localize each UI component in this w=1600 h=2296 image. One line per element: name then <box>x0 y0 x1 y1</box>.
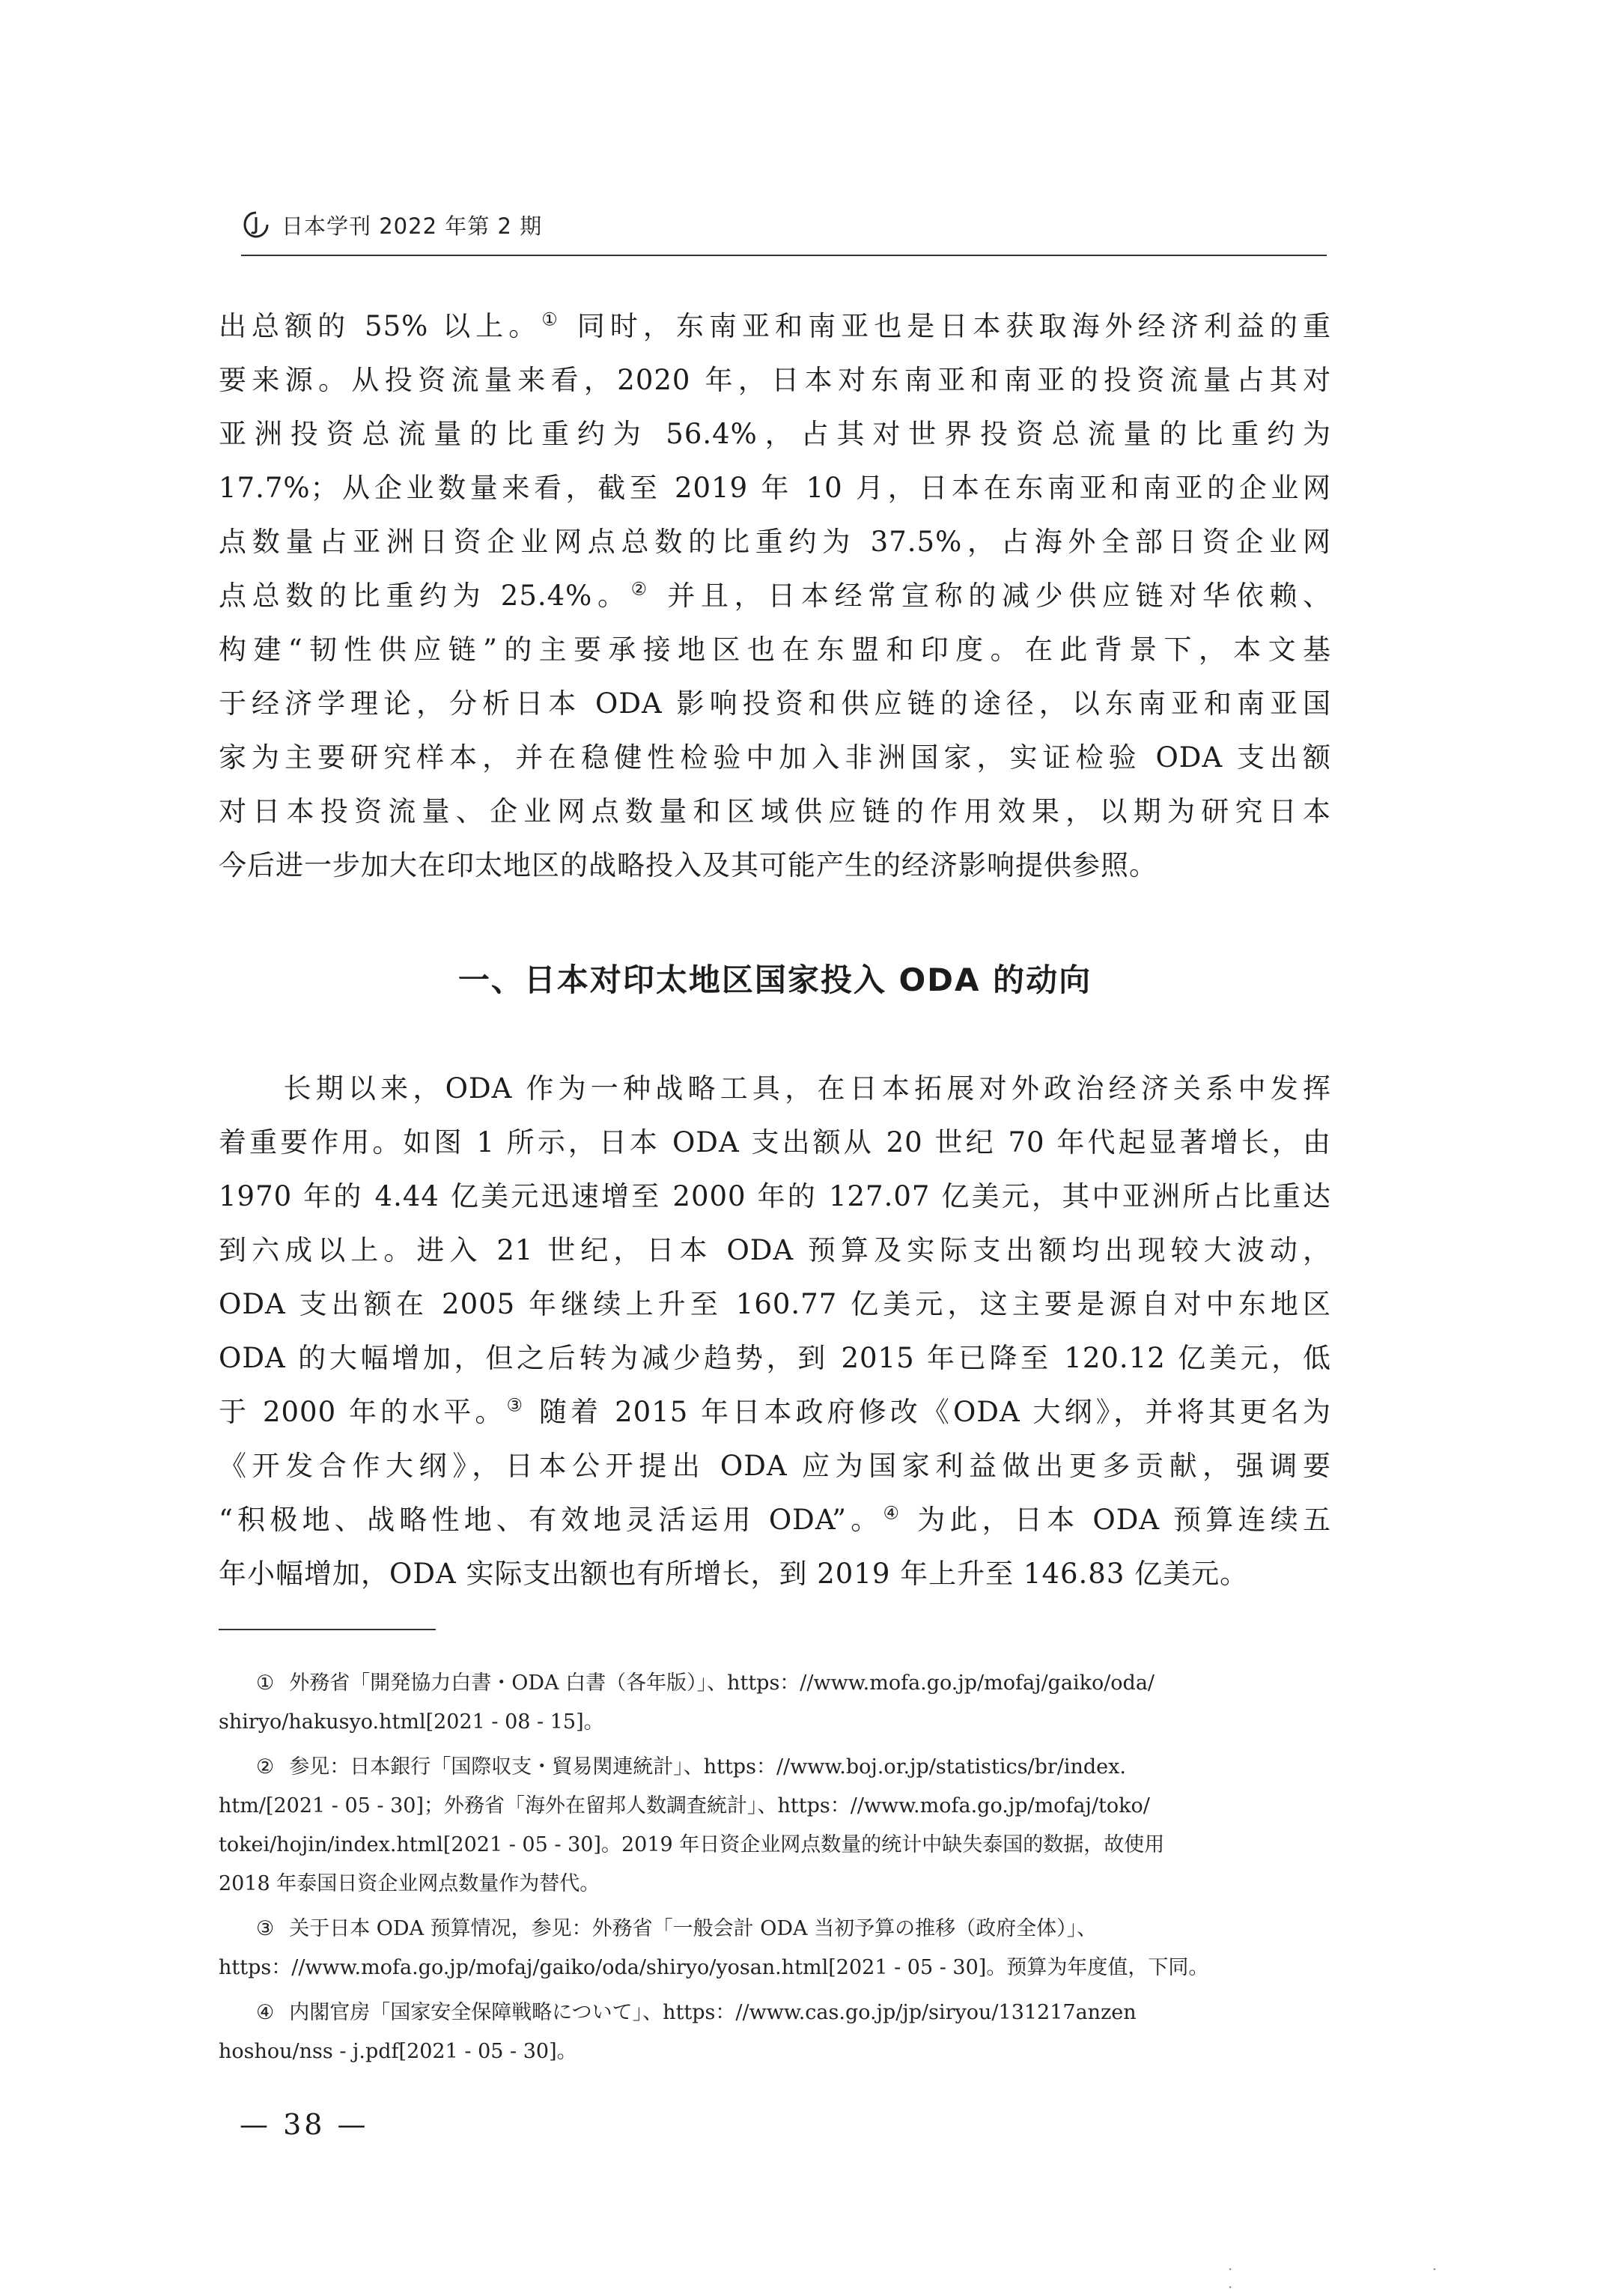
journal-logo-icon <box>241 210 271 240</box>
text-line: ODA 支出额在 2005 年继续上升至 160.77 亿美元，这主要是源自对中东地区 <box>219 1288 1331 1320</box>
footnote-mark: ① <box>256 1671 275 1695</box>
text-line: 亚洲投资总流量的比重约为 56.4%，占其对世界投资总流量的比重约为 <box>219 418 1331 450</box>
footnote-mark: ② <box>256 1755 275 1779</box>
text-line: “积极地、战略性地、有效地灵活运用 ODA”。④ 为此，日本 ODA 预算连续五 <box>219 1502 1331 1536</box>
footnote-rule <box>219 1629 436 1630</box>
text-line: 于 2000 年的水平。③ 随着 2015 年日本政府修改《ODA 大纲》，并将其更名为 <box>219 1394 1331 1428</box>
running-header <box>241 202 542 247</box>
text-line: 出总额的 55% 以上。① 同时，东南亚和南亚也是日本获取海外经济利益的重 <box>219 309 1331 342</box>
text-line: 要来源。从投资流量来看，2020 年，日本对东南亚和南亚的投资流量占其对 <box>219 364 1331 396</box>
footnote-line: htm/[2021 - 05 - 30]；外務省「海外在留邦人数調査統計」、https：//www.mofa.go.jp/mofaj/toko/ <box>219 1794 1150 1817</box>
text-line: 17.7%；从企业数量来看，截至 2019 年 10 月，日本在东南亚和南亚的企业网 <box>219 472 1331 504</box>
footnote-line: shiryo/hakusyo.html[2021 - 08 - 15]。 <box>219 1710 604 1734</box>
text-line: 《开发合作大纲》，日本公开提出 ODA 应为国家利益做出更多贡献，强调要 <box>219 1450 1331 1482</box>
text-line: 1970 年的 4.44 亿美元迅速增至 2000 年的 127.07 亿美元，其中亚洲所占比重达 <box>219 1180 1331 1212</box>
text-line: 点总数的比重约为 25.4%。② 并且，日本经常宣称的减少供应链对华依赖、 <box>219 578 1331 612</box>
footnote-mark: ③ <box>256 1917 275 1940</box>
section-heading: 一、日本对印太地区国家投入 ODA 的动向 <box>457 962 1092 998</box>
text-line: ODA 的大幅增加，但之后转为减少趋势，到 2015 年已降至 120.12 亿美元，低 <box>219 1342 1331 1374</box>
text-line: 到六成以上。进入 21 世纪，日本 ODA 预算及实际支出额均出现较大波动， <box>219 1234 1331 1266</box>
footnote-ref[interactable]: ① <box>541 309 563 330</box>
text-line: 今后进一步加大在印太地区的战略投入及其可能产生的经济影响提供参照。 <box>219 849 1158 881</box>
section-paragraph <box>219 1062 1331 1601</box>
corner-marks: · · · <box>1228 2260 1535 2296</box>
footnote-line: ② 参见：日本銀行「国際収支・貿易関連統計」、https：//www.boj.or.jp/statistics/br/index. <box>219 1748 1331 1787</box>
text-line: 对日本投资流量、企业网点数量和区域供应链的作用效果，以期为研究日本 <box>219 795 1331 827</box>
footnote-ref[interactable]: ③ <box>506 1394 527 1416</box>
intro-paragraph <box>219 300 1331 893</box>
journal-issue: 日本学刊 2022 年第 2 期 <box>282 213 543 239</box>
footnote <box>219 1993 1331 2071</box>
footnote-line: tokei/hojin/index.html[2021 - 05 - 30]。2019 年日资企业网点数量的统计中缺失泰国的数据，故使用 <box>219 1833 1165 1856</box>
footnote-mark: ④ <box>256 2001 275 2024</box>
footnote-line: ① 外務省「開発協力白書・ODA 白書（各年版）」、https：//www.mofa.go.jp/mofaj/gaiko/oda/ <box>219 1664 1331 1703</box>
footnotes <box>219 1664 1331 2077</box>
footnote <box>219 1748 1331 1904</box>
footnote-ref[interactable]: ② <box>630 578 653 600</box>
text-line: 家为主要研究样本，并在稳健性检验中加入非洲国家，实证检验 ODA 支出额 <box>219 741 1331 774</box>
footnote <box>219 1910 1331 1987</box>
footnote-line: hoshou/nss - j.pdf[2021 - 05 - 30]。 <box>219 2040 577 2063</box>
footnote-ref[interactable]: ④ <box>883 1502 904 1524</box>
text-line: 点数量占亚洲日资企业网点总数的比重约为 37.5%，占海外全部日资企业网 <box>219 526 1331 558</box>
header-rule <box>241 255 1327 256</box>
page-number: — 38 — <box>240 2108 369 2141</box>
text-line: 着重要作用。如图 1 所示，日本 ODA 支出额从 20 世纪 70 年代起显著增长，由 <box>219 1126 1331 1158</box>
footnote-line: ④ 内閣官房「国家安全保障戦略について」、https：//www.cas.go.jp/jp/siryou/131217anzen <box>219 1993 1331 2032</box>
text-line: 长期以来，ODA 作为一种战略工具，在日本拓展对外政治经济关系中发挥 <box>219 1072 1331 1105</box>
text-line: 于经济学理论，分析日本 ODA 影响投资和供应链的途径，以东南亚和南亚国 <box>219 687 1331 720</box>
footnote <box>219 1664 1331 1742</box>
footnote-line: https：//www.mofa.go.jp/mofaj/gaiko/oda/shiryo/yosan.html[2021 - 05 - 30]。预算为年度值，下同。 <box>219 1956 1209 1979</box>
footnote-line: ③ 关于日本 ODA 预算情况，参见：外務省「一般会計 ODA 当初予算の推移（政府全体）」、 <box>219 1910 1331 1949</box>
footnote-line: 2018 年泰国日资企业网点数量作为替代。 <box>219 1872 600 1895</box>
text-line: 年小幅增加，ODA 实际支出额也有所增长，到 2019 年上升至 146.83 亿美元。 <box>219 1558 1249 1590</box>
text-line: 构建“韧性供应链”的主要承接地区也在东盟和印度。在此背景下，本文基 <box>219 634 1331 666</box>
